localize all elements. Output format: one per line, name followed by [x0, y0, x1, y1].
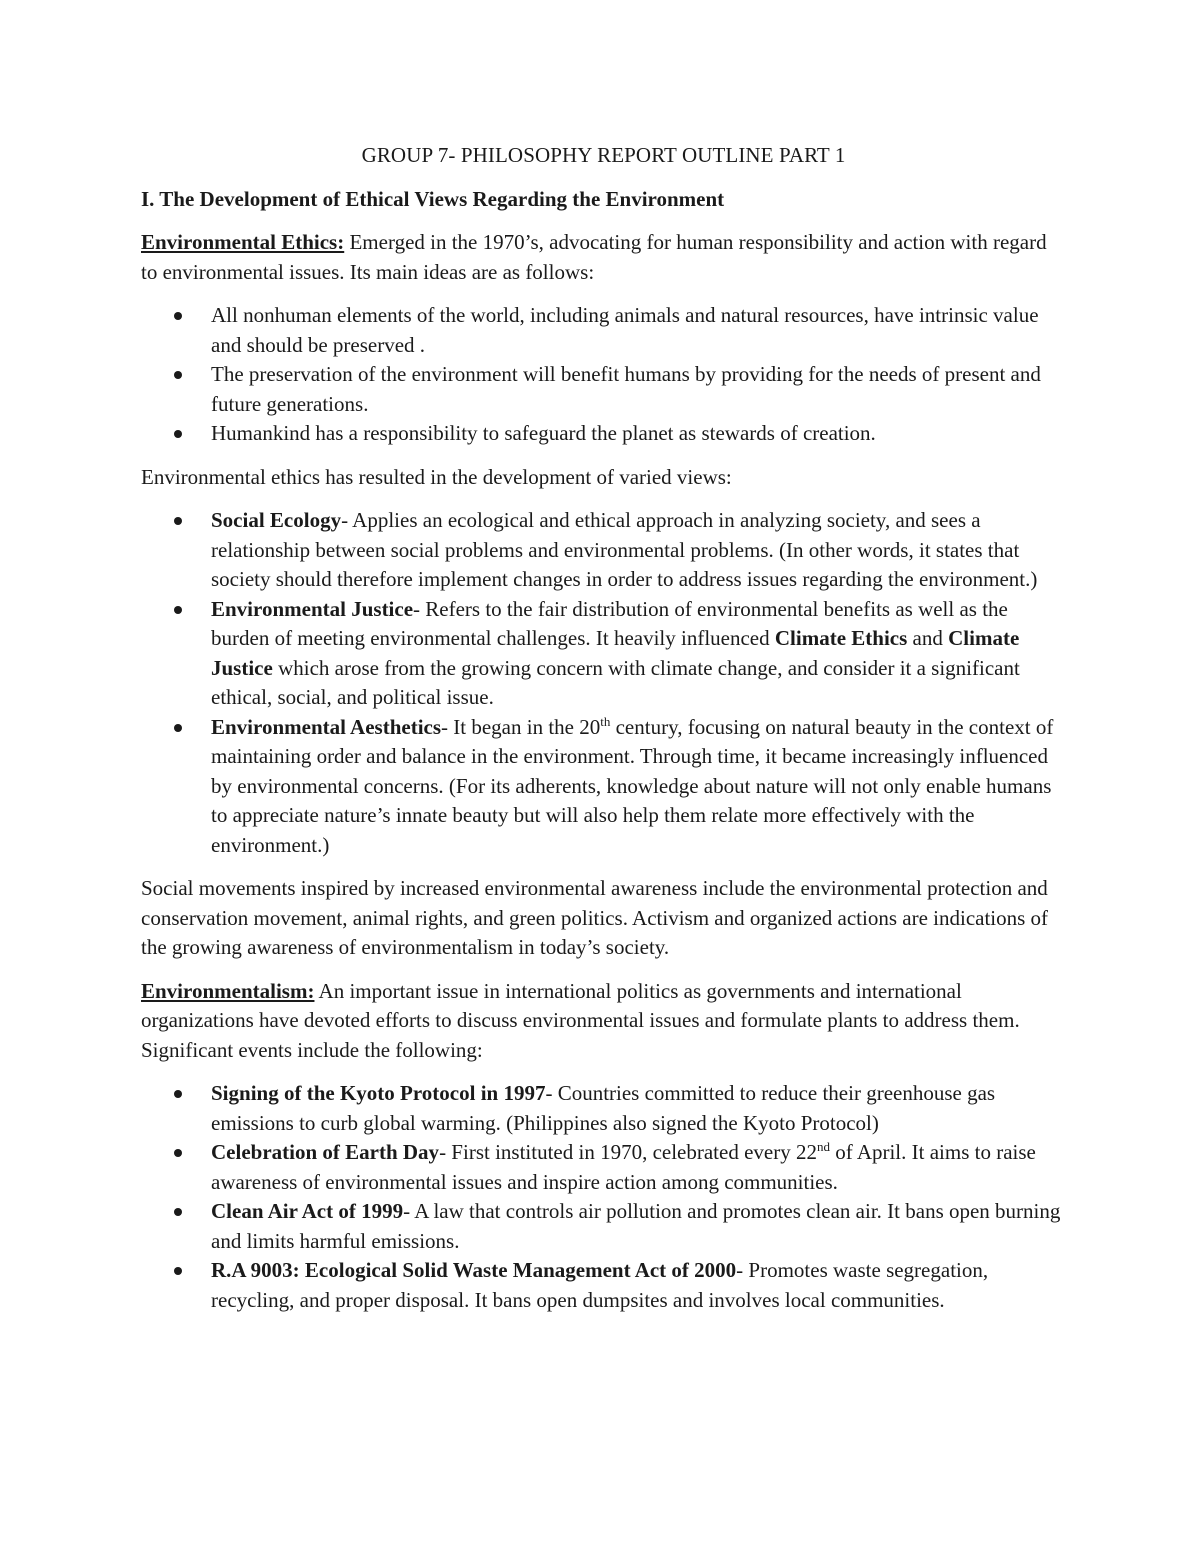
- list-item: [141, 1256, 1066, 1315]
- env-justice-term: Environmental Justice: [211, 596, 414, 621]
- list-item: [141, 1138, 1066, 1197]
- bullet-icon: [174, 1208, 182, 1216]
- earth-day-text: - First instituted in 1970, celebrated every 22: [439, 1140, 817, 1164]
- env-aesthetics-text: - It began in the 20: [441, 714, 601, 739]
- environmentalism-text: An important issue in international politics as governments and international organizations have devoted efforts to discuss environmental issues and formulate plants to address them. Significant events include the following:: [141, 978, 1020, 1062]
- ra9003-text: - Promotes waste segregation, recycling, and proper disposal. It bans open dumpsites and involves local communities.: [211, 1258, 989, 1312]
- kyoto-text: - Countries committed to reduce their greenhouse gas emissions to curb global warming. (Philippines also signed the Kyoto Protocol): [211, 1081, 996, 1135]
- earth-day-text-2: of April. It aims to raise awareness of environmental issues and inspire action among communities.: [211, 1140, 1036, 1194]
- list-item: [141, 360, 1066, 419]
- bullet-icon: [174, 724, 182, 732]
- env-ethics-text: Emerged in the 1970’s, advocating for human responsibility and action with regard to environmental issues. Its main ideas are as follows:: [141, 230, 1047, 284]
- env-ethics-term: Environmental Ethics:: [141, 230, 345, 254]
- document-title: GROUP 7- PHILOSOPHY REPORT OUTLINE PART 1: [361, 143, 846, 167]
- env-justice-text-2: and: [907, 626, 949, 650]
- varied-views-intro: Environmental ethics has resulted in the development of varied views:: [141, 464, 732, 489]
- ra9003-term: R.A 9003: Ecological Solid Waste Management Act of 2000: [211, 1258, 737, 1282]
- social-ecology-text: - Applies an ecological and ethical approach in analyzing society, and sees a relationship between social problems and environmental problems. (In other words, it states that society should therefore implement changes in order to address issues regarding the environment.): [211, 508, 1038, 591]
- varied-views-list: [141, 506, 1066, 860]
- env-aesthetics-term: Environmental Aesthetics: [211, 714, 442, 739]
- kyoto-term: Signing of the Kyoto Protocol in 1997: [211, 1081, 546, 1105]
- list-item: [141, 506, 1066, 595]
- climate-ethics-term: Climate Ethics: [774, 626, 908, 650]
- list-item: [141, 1079, 1066, 1138]
- climate-justice-term: Climate Justice: [211, 626, 1020, 680]
- social-ecology-term: Social Ecology: [211, 508, 342, 532]
- list-item: [141, 713, 1066, 861]
- list-item: [141, 419, 1066, 449]
- list-item: [141, 595, 1066, 713]
- ordinal-superscript: th: [600, 713, 611, 729]
- list-item: [141, 1197, 1066, 1256]
- list-item-text: The preservation of the environment will benefit humans by providing for the needs of present and future generations.: [211, 362, 1041, 416]
- environmentalism-paragraph: [141, 977, 1066, 1066]
- list-item-text: All nonhuman elements of the world, including animals and natural resources, have intrinsic value and should be preserved .: [211, 303, 1039, 357]
- bullet-icon: [174, 312, 182, 320]
- section-heading: I. The Development of Ethical Views Regarding the Environment: [141, 186, 725, 211]
- bullet-icon: [174, 371, 182, 379]
- environmentalism-events-list: [141, 1079, 1066, 1315]
- social-movements-paragraph: Social movements inspired by increased environmental awareness include the environmental protection and conservation movement, animal rights, and green politics. Activism and organized actions are indications of the growing awareness of environmentalism in today’s society.: [141, 876, 1049, 959]
- bullet-icon: [174, 606, 182, 614]
- environmentalism-term: Environmentalism:: [141, 978, 315, 1003]
- clean-air-text: - A law that controls air pollution and promotes clean air. It bans open burning and limits harmful emissions.: [211, 1199, 1061, 1253]
- env-ethics-ideas-list: [141, 301, 1066, 449]
- env-justice-text: - Refers to the fair distribution of environmental benefits as well as the burden of meeting environmental challenges. It heavily influenced: [211, 596, 1008, 650]
- clean-air-term: Clean Air Act of 1999: [211, 1199, 404, 1223]
- env-justice-text-3: which arose from the growing concern with climate change, and consider it a significant ethical, social, and political issue.: [211, 655, 1020, 709]
- document-page: [141, 141, 1066, 1329]
- bullet-icon: [174, 1149, 182, 1157]
- env-aesthetics-text-2: century, focusing on natural beauty in the context of maintaining order and balance in the environment. Through time, it became increasingly influenced by environmental concerns. (For its adherents, knowledge about nature will not only enable humans to appreciate nature’s innate beauty but will also help them relate more effectively with the environment.): [211, 714, 1054, 857]
- ordinal-superscript: nd: [816, 1139, 830, 1154]
- list-item: [141, 301, 1066, 360]
- env-ethics-paragraph: [141, 228, 1066, 287]
- bullet-icon: [174, 1090, 182, 1098]
- list-item-text: Humankind has a responsibility to safeguard the planet as stewards of creation.: [211, 421, 876, 445]
- bullet-icon: [174, 517, 182, 525]
- bullet-icon: [174, 1267, 182, 1275]
- bullet-icon: [174, 430, 182, 438]
- earth-day-term: Celebration of Earth Day: [211, 1140, 440, 1164]
